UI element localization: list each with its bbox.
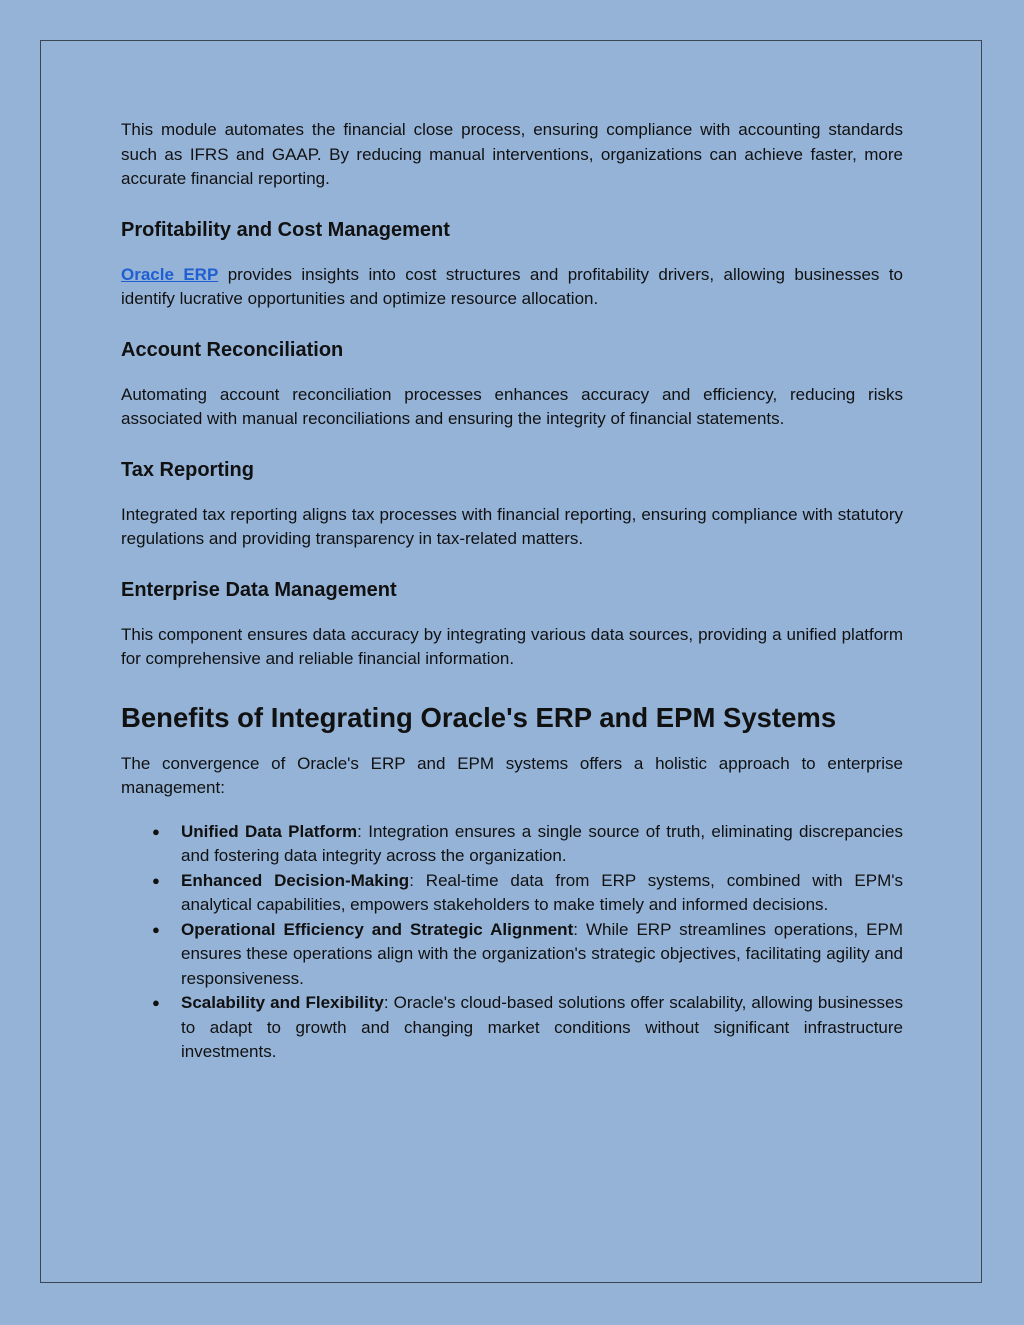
section-heading-edm: Enterprise Data Management <box>121 578 397 601</box>
section-heading-reconciliation: Account Reconciliation <box>121 338 344 361</box>
intro-paragraph: This module automates the financial close process, ensuring compliance with accounting standards such as IFRS and GAAP. By reducing manual interventions, organizations can achieve faster, more accurate financial reporting. <box>121 120 903 188</box>
profitability-text: provides insights into cost structures and profitability drivers, allowing businesses to identify lucrative opportunities and optimize resource allocation. <box>121 264 903 308</box>
benefits-list <box>121 820 903 1065</box>
section-paragraph-edm: This component ensures data accuracy by integrating various data sources, providing a unified platform for comprehensive and reliable financial information. <box>121 624 903 668</box>
document-content <box>121 118 903 1065</box>
list-item <box>121 820 903 869</box>
section-paragraph-reconciliation: Automating account reconciliation processes enhances accuracy and efficiency, reducing risks associated with manual reconciliations and ensuring the integrity of financial statements. <box>121 384 903 428</box>
bullet-icon: ● <box>152 823 160 839</box>
benefit-text: : Oracle's cloud-based solutions offer scalability, allowing businesses to adapt to growth and changing market conditions without significant infrastructure investments. <box>181 993 903 1061</box>
benefits-heading: Benefits of Integrating Oracle's ERP and EPM Systems <box>121 701 837 733</box>
list-item <box>121 869 903 918</box>
oracle-erp-link[interactable]: Oracle ERP <box>121 264 219 284</box>
list-item <box>121 991 903 1065</box>
benefit-term: Unified Data Platform <box>181 821 358 841</box>
benefit-text: : Real-time data from ERP systems, combined with EPM's analytical capabilities, empowers stakeholders to make timely and informed decisions. <box>181 870 903 914</box>
section-paragraph-profitability <box>121 263 903 312</box>
list-item <box>121 918 903 992</box>
benefit-text: : While ERP streamlines operations, EPM ensures these operations align with the organization's strategic objectives, facilitating agility and responsiveness. <box>181 919 903 988</box>
bullet-icon: ● <box>152 872 160 888</box>
bullet-icon: ● <box>152 921 160 937</box>
section-heading-tax: Tax Reporting <box>121 458 254 481</box>
benefit-term: Scalability and Flexibility <box>181 993 384 1012</box>
section-paragraph-tax: Integrated tax reporting aligns tax processes with financial reporting, ensuring compliance with statutory regulations and providing transparency in tax-related matters. <box>121 504 903 548</box>
benefit-term: Enhanced Decision-Making <box>181 870 410 890</box>
benefit-term: Operational Efficiency and Strategic Alignment <box>181 919 574 939</box>
benefits-intro: The convergence of Oracle's ERP and EPM systems offers a holistic approach to enterprise management: <box>121 753 903 797</box>
benefit-text: : Integration ensures a single source of truth, eliminating discrepancies and fostering data integrity across the organization. <box>181 821 903 865</box>
bullet-icon: ● <box>152 995 160 1010</box>
section-heading-profitability: Profitability and Cost Management <box>121 218 450 241</box>
